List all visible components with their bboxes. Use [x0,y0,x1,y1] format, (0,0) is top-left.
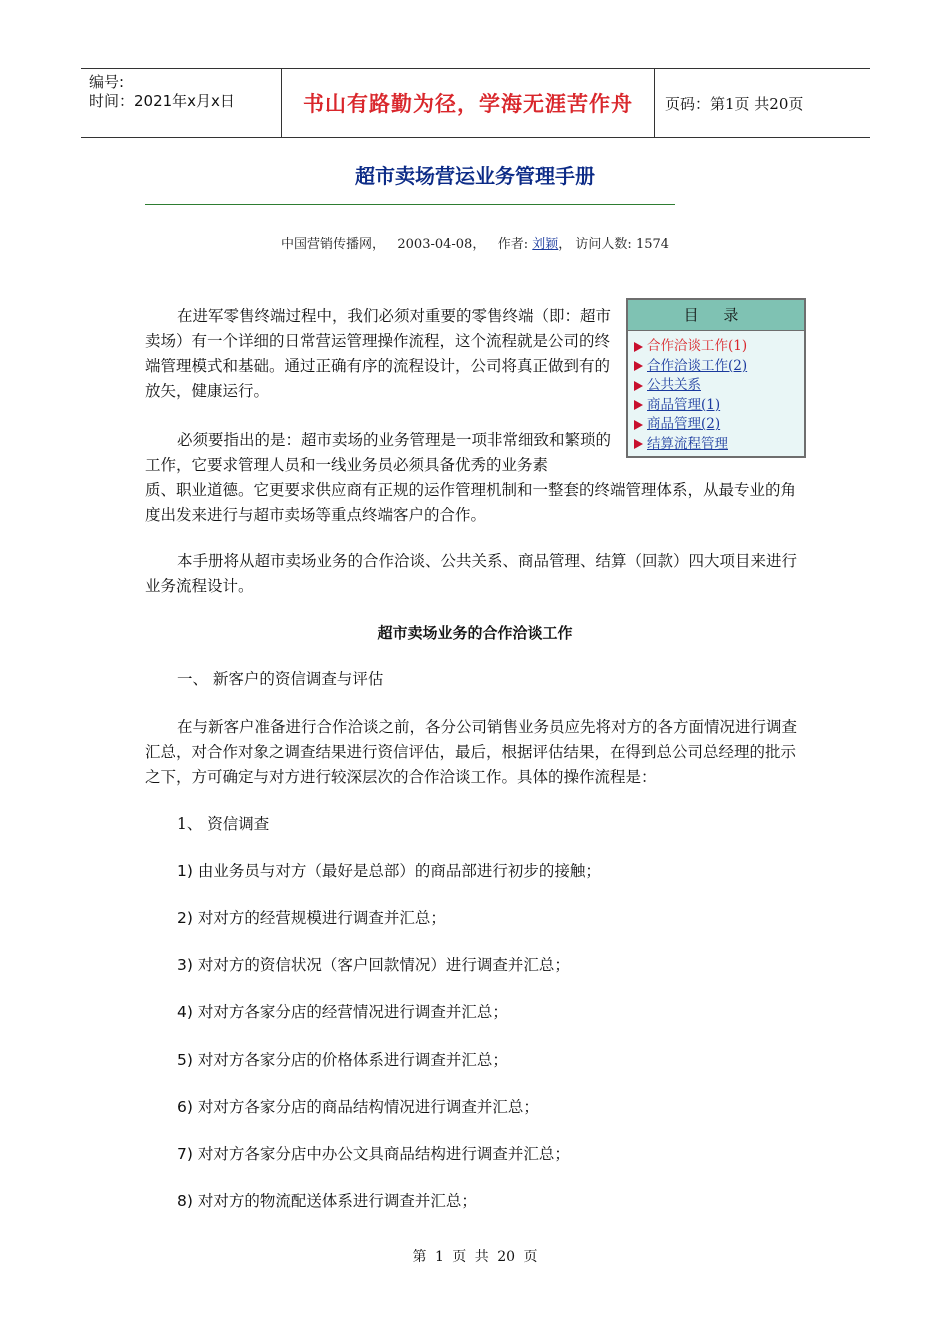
toc-heading: 目 录 [628,300,804,331]
arrow-right-icon [634,439,643,449]
step-text: 对对方各家分店的价格体系进行调查并汇总； [197,1051,508,1069]
step-number: 3) [177,956,193,974]
document-time: 时间：2021年x月x日 [89,92,235,110]
list-item [177,1190,477,1212]
toc-link-merchandise-1[interactable]: 商品管理(1) [647,396,721,413]
motto: 书山有路勤为径，学海无涯苦作舟 [303,92,633,116]
arrow-right-icon [634,342,643,352]
arrow-right-icon [634,400,643,410]
toc-link-merchandise-2[interactable]: 商品管理(2) [647,416,721,432]
step-number: 2) [177,909,193,927]
step-text: 由业务员与对方（最好是总部）的商品部进行初步的接触； [197,862,601,880]
step-number: 5) [177,1051,193,1069]
subsection-heading-1: 一、 新客户的资信调查与评估 [177,670,384,688]
paragraph-4: 在与新客户准备进行合作洽谈之前，各分公司销售业务员应先将对方的各方面情况进行调查汇总，对合作对象之调查结果进行资信评估，最后，根据评估结果，在得到总公司总经理的批示之下，方可确定与对方进行较深层次的合作洽谈工作。具体的操作流程是： [145,718,798,786]
step-number: 7) [177,1145,193,1163]
step-text: 对对方各家分店的经营情况进行调查并汇总； [197,1003,508,1021]
visits-count: 1574 [635,237,670,252]
step-text: 对对方各家分店的商品结构情况进行调查并汇总； [197,1098,539,1116]
header-left-cell [81,69,281,137]
step-number: 1) [177,862,193,880]
list-item [177,954,570,976]
list-item [177,860,601,882]
toc-item[interactable] [634,376,804,396]
visits-label: ， 访问人数: [558,237,632,252]
header-motto-cell [281,69,655,137]
article-title: 超市卖场营运业务管理手册 [355,164,595,188]
author-link[interactable]: 刘颖 [532,237,559,252]
author-label: 作者: [497,237,529,252]
toc-list [628,337,804,454]
article-meta [0,233,950,252]
document-number-label: 编号: [89,73,125,91]
subsection-heading-2: 1、 资信调查 [177,815,270,833]
step-number: 8) [177,1192,193,1210]
list-item [177,1143,570,1165]
step-number: 6) [177,1098,193,1116]
list-item [177,1001,508,1023]
paragraph-3: 本手册将从超市卖场业务的合作洽谈、公共关系、商品管理、结算（回款）四大项目来进行业务流程设计。 [145,552,798,595]
step-text: 对对方的物流配送体系进行调查并汇总； [197,1192,477,1210]
page-footer: 第 1 页 共 20 页 [412,1249,538,1265]
toc-link-cooperation-2[interactable]: 合作洽谈工作(2) [647,357,748,374]
title-divider [145,204,675,205]
paragraph-2-part-1: 必须要指出的是：超市卖场的业务管理是一项非常细致和繁琐的工作，它要求管理人员和一线业务员必须具备优秀的业务素 [145,431,612,474]
toc-item[interactable] [634,396,804,416]
paragraph-2-part-2: 质、职业道德。它更要求供应商有正规的运作管理机制和一整套的终端管理体系，从最专业的角度出发来进行与超市卖场等重点终端客户的合作。 [145,481,797,524]
step-text: 对对方的经营规模进行调查并汇总； [197,909,446,927]
toc-link-settlement[interactable]: 结算流程管理 [647,435,728,452]
intro-paragraph: 在进军零售终端过程中，我们必须对重要的零售终端（即：超市卖场）有一个详细的日常营运管理操作流程，这个流程就是公司的终端管理模式和基础。通过正确有序的流程设计，公司将真正做到有的放矢，健康运行。 [145,307,612,400]
toc-link-cooperation-1[interactable]: 合作洽谈工作(1) [647,338,748,354]
list-item [177,1096,539,1118]
arrow-right-icon [634,361,643,371]
step-number: 4) [177,1003,193,1021]
step-text: 对对方各家分店中办公文具商品结构进行调查并汇总； [197,1145,570,1163]
toc-link-public-relations[interactable]: 公共关系 [647,377,701,393]
list-item [177,907,446,929]
arrow-right-icon [634,381,643,391]
toc-item[interactable] [634,415,804,435]
toc-item[interactable] [634,337,804,357]
toc-item[interactable] [634,435,804,455]
step-text: 对对方的资信状况（客户回款情况）进行调查并汇总； [197,956,570,974]
article-source: 中国营销传播网， [280,237,385,252]
page-header [81,68,870,138]
section-title: 超市卖场业务的合作洽谈工作 [377,624,573,642]
toc-item[interactable] [634,357,804,377]
table-of-contents [626,298,806,458]
list-item [177,1049,508,1071]
article-date: 2003-04-08， [397,237,486,252]
arrow-right-icon [634,420,643,430]
header-page-info: 页码：第1页 共20页 [665,94,804,113]
